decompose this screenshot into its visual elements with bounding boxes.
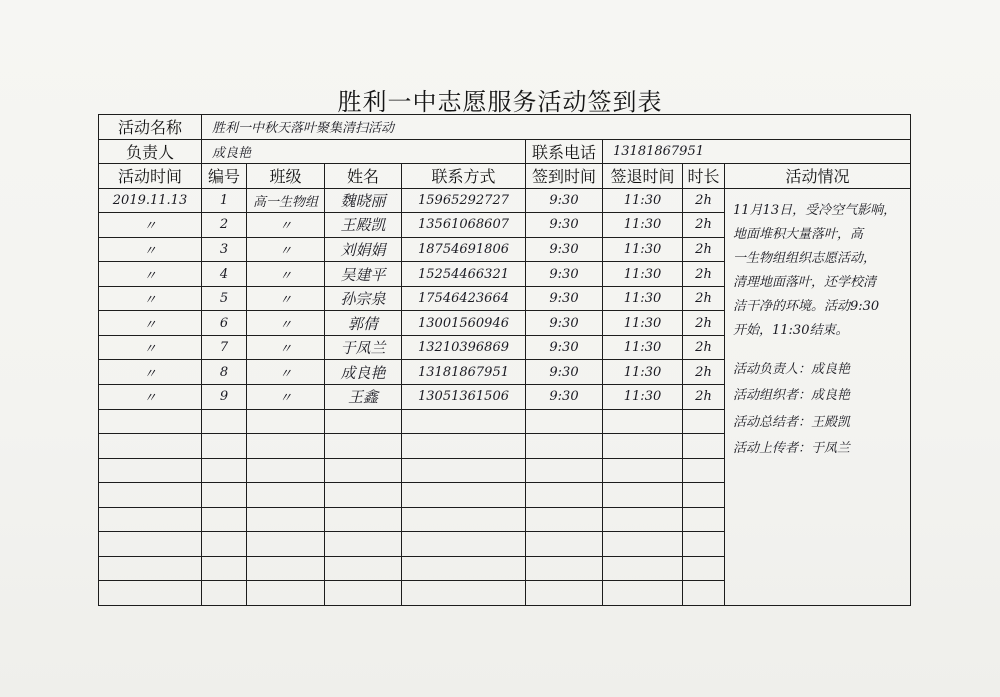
- duration-cell: 2h: [683, 237, 725, 262]
- class-cell: 高一生物组: [247, 188, 325, 213]
- checkout-cell: 11:30: [603, 188, 683, 213]
- class-cell: 〃: [247, 311, 325, 336]
- name-cell: 成良艳: [325, 360, 402, 385]
- name-cell: 王鑫: [325, 385, 402, 410]
- name-cell: 魏晓丽: [325, 188, 402, 213]
- name-cell: 吴建平: [325, 262, 402, 287]
- no-cell: 6: [202, 311, 247, 336]
- phone-cell: 13210396869: [402, 335, 526, 360]
- phone-cell: 15965292727: [402, 188, 526, 213]
- date-cell: 2019.11.13: [99, 188, 202, 213]
- col-header-contact: 联系方式: [402, 164, 526, 189]
- class-cell: 〃: [247, 385, 325, 410]
- date-cell: 〃: [99, 311, 202, 336]
- class-cell: 〃: [247, 335, 325, 360]
- checkout-cell: 11:30: [603, 286, 683, 311]
- no-cell: 8: [202, 360, 247, 385]
- date-cell: 〃: [99, 335, 202, 360]
- person-in-charge-label: 负责人: [99, 139, 202, 164]
- checkin-cell: 9:30: [526, 311, 603, 336]
- col-header-checkout: 签退时间: [603, 164, 683, 189]
- role-line: 活动负责人：成良艳: [733, 361, 851, 377]
- name-cell: 孙宗泉: [325, 286, 402, 311]
- column-header-row: [99, 164, 911, 189]
- page-title: 胜利一中志愿服务活动签到表: [337, 88, 663, 116]
- duration-cell: 2h: [683, 311, 725, 336]
- name-cell: 刘娟娟: [325, 237, 402, 262]
- class-cell: 〃: [247, 262, 325, 287]
- summary-line: 一生物组组织志愿活动，: [733, 250, 877, 266]
- col-header-time: 活动时间: [99, 164, 202, 189]
- name-cell: 于凤兰: [325, 335, 402, 360]
- col-header-situation: 活动情况: [725, 164, 911, 189]
- checkin-cell: 9:30: [526, 188, 603, 213]
- summary-line: 开始，11:30结束。: [733, 322, 849, 338]
- summary-roles: [733, 357, 904, 463]
- no-cell: 3: [202, 237, 247, 262]
- activity-name-value: 胜利一中秋天落叶聚集清扫活动: [202, 115, 911, 140]
- checkin-cell: 9:30: [526, 335, 603, 360]
- checkout-cell: 11:30: [603, 360, 683, 385]
- contact-phone-value: 13181867951: [603, 139, 911, 164]
- summary-line: 11月13日，受冷空气影响，: [733, 202, 897, 218]
- class-cell: 〃: [247, 360, 325, 385]
- date-cell: 〃: [99, 360, 202, 385]
- checkout-cell: 11:30: [603, 237, 683, 262]
- class-cell: 〃: [247, 237, 325, 262]
- role-line: 活动组织者：成良艳: [733, 388, 851, 404]
- summary-line: 洁干净的环境。活动9:30: [733, 298, 880, 314]
- phone-cell: 13181867951: [402, 360, 526, 385]
- checkout-cell: 11:30: [603, 335, 683, 360]
- checkin-cell: 9:30: [526, 213, 603, 238]
- checkout-cell: 11:30: [603, 213, 683, 238]
- checkin-cell: 9:30: [526, 286, 603, 311]
- class-cell: 〃: [247, 213, 325, 238]
- duration-cell: 2h: [683, 385, 725, 410]
- checkout-cell: 11:30: [603, 385, 683, 410]
- date-cell: 〃: [99, 262, 202, 287]
- role-line: 活动上传者：于凤兰: [733, 441, 851, 457]
- name-cell: 郭倩: [325, 311, 402, 336]
- sign-in-table: [98, 114, 911, 606]
- no-cell: 7: [202, 335, 247, 360]
- duration-cell: 2h: [683, 213, 725, 238]
- phone-cell: 17546423664: [402, 286, 526, 311]
- checkout-cell: 11:30: [603, 311, 683, 336]
- checkin-cell: 9:30: [526, 237, 603, 262]
- duration-cell: 2h: [683, 188, 725, 213]
- no-cell: 4: [202, 262, 247, 287]
- person-in-charge-value: 成良艳: [202, 139, 526, 164]
- class-cell: 〃: [247, 286, 325, 311]
- no-cell: 5: [202, 286, 247, 311]
- phone-cell: 13051361506: [402, 385, 526, 410]
- name-cell: 王殿凯: [325, 213, 402, 238]
- no-cell: 9: [202, 385, 247, 410]
- checkin-cell: 9:30: [526, 262, 603, 287]
- phone-cell: 13561068607: [402, 213, 526, 238]
- col-header-duration: 时长: [683, 164, 725, 189]
- role-line: 活动总结者：王殿凯: [733, 414, 851, 430]
- no-cell: 2: [202, 213, 247, 238]
- date-cell: 〃: [99, 213, 202, 238]
- col-header-class: 班级: [247, 164, 325, 189]
- contact-phone-label: 联系电话: [526, 139, 603, 164]
- table-row: [99, 188, 911, 213]
- duration-cell: 2h: [683, 360, 725, 385]
- date-cell: 〃: [99, 237, 202, 262]
- phone-cell: 18754691806: [402, 237, 526, 262]
- duration-cell: 2h: [683, 286, 725, 311]
- duration-cell: 2h: [683, 262, 725, 287]
- activity-name-row: [99, 115, 911, 140]
- checkin-cell: 9:30: [526, 360, 603, 385]
- col-header-checkin: 签到时间: [526, 164, 603, 189]
- phone-cell: 13001560946: [402, 311, 526, 336]
- checkout-cell: 11:30: [603, 262, 683, 287]
- phone-cell: 15254466321: [402, 262, 526, 287]
- summary-line: 地面堆积大量落叶，高: [733, 226, 864, 242]
- date-cell: 〃: [99, 286, 202, 311]
- activity-name-label: 活动名称: [99, 115, 202, 140]
- no-cell: 1: [202, 188, 247, 213]
- date-cell: 〃: [99, 385, 202, 410]
- activity-summary: [725, 188, 911, 605]
- col-header-no: 编号: [202, 164, 247, 189]
- duration-cell: 2h: [683, 335, 725, 360]
- person-in-charge-row: [99, 139, 911, 164]
- checkin-cell: 9:30: [526, 385, 603, 410]
- summary-line: 清理地面落叶，还学校清: [733, 274, 877, 290]
- col-header-name: 姓名: [325, 164, 402, 189]
